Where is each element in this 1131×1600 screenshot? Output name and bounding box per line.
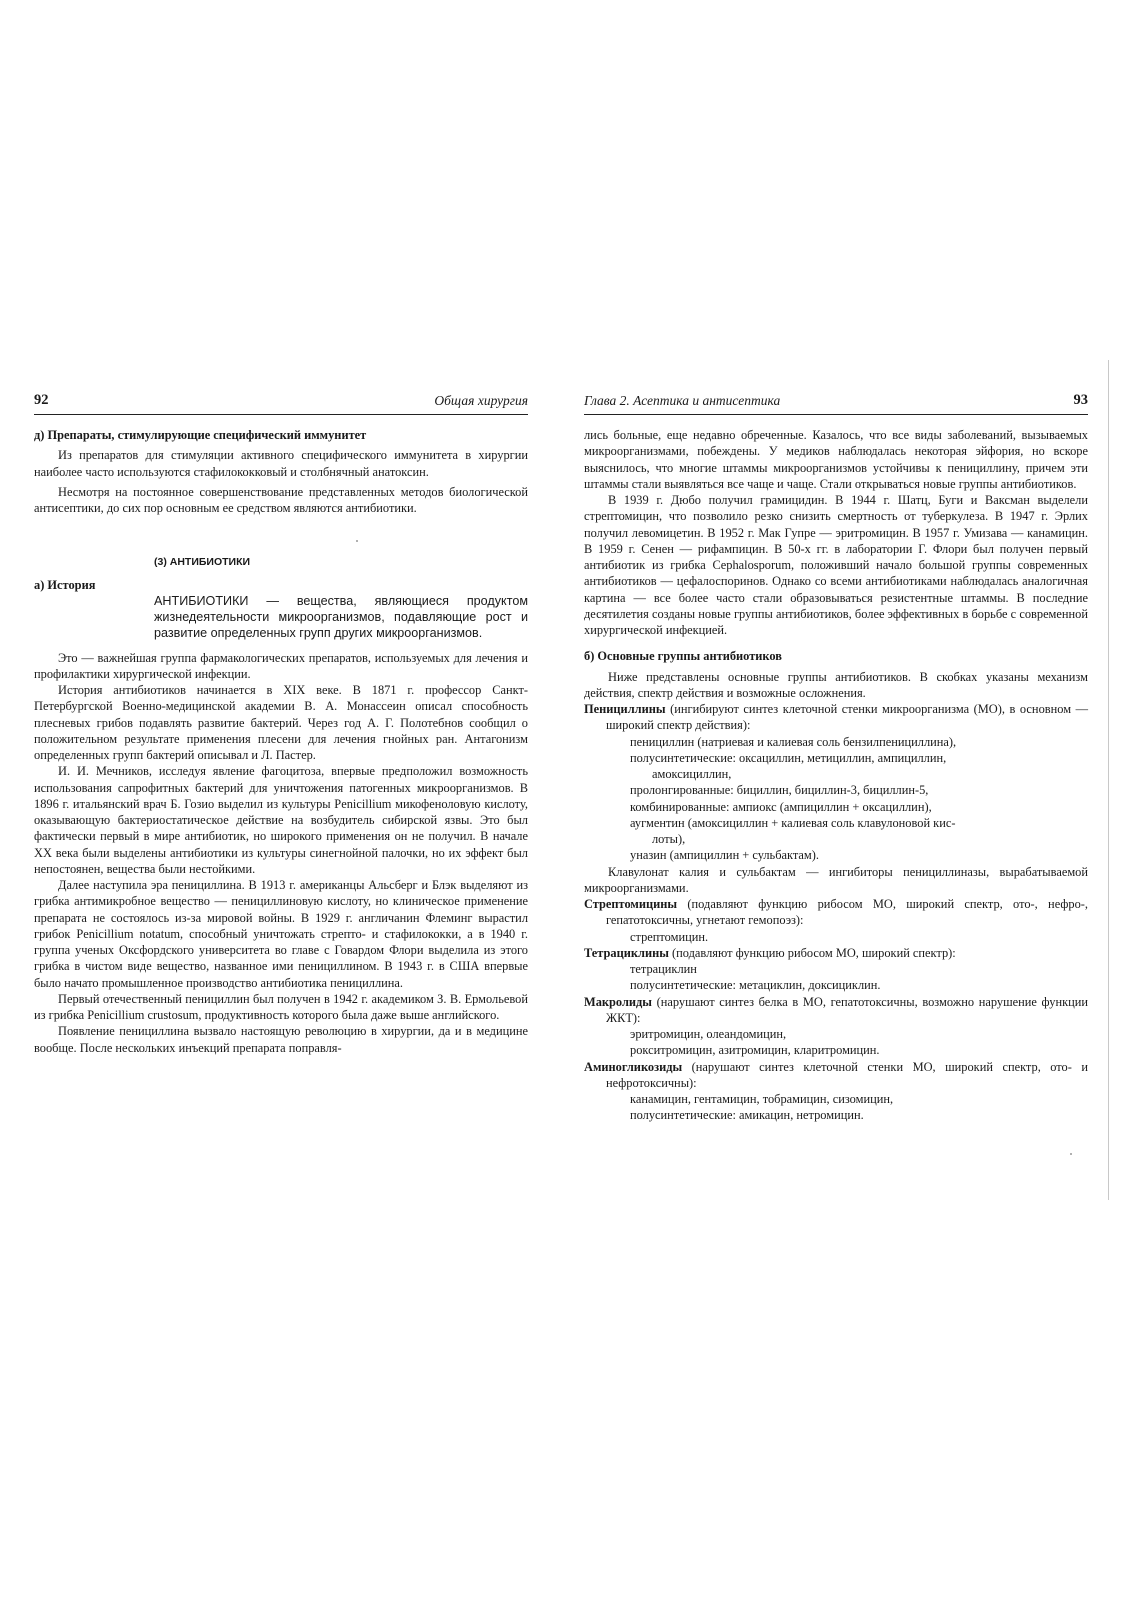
paragraph: Первый отечественный пенициллин был получен в 1942 г. академиком З. В. Ермольевой из грибка Penicillium crustosum, продуктивность которого была даже выше английского.	[34, 991, 528, 1022]
paragraph: В 1939 г. Дюбо получил грамицидин. В 1944 г. Шатц, Буги и Ваксман выделели стрептомицин, что позволило резко снизить смертность от туберкулеза. В 1947 г. Эрлих получил левомицетин. В 1952 г. Мак Гупре — эритромицин. В 1957 г. Умизава — канамицин. В 1959 г. Сенен — рифампицин. В 50-х гг. в лаборатории Г. Флори был получен первый антибиотик из грибка Cephalosporum, положивший начало большой группы современных антибиотиков — цефалоспоринов. Однако со всеми антибиотиками наблюдалась аналогичная картина — все более часто стали образовываться резистентные штаммы. В последние десятилетия созданы новые группы антибиотиков, более эффективных в борьбе с современной хирургической инфекцией.	[584, 493, 1088, 637]
section-heading: (3) АНТИБИОТИКИ	[154, 556, 251, 569]
section-heading: а) История	[34, 577, 96, 592]
running-title: Глава 2. Асептика и антисептика	[584, 393, 781, 408]
definition-text: АНТИБИОТИКИ — вещества, являющиеся продуктом жизнедеятельности микроорганизмов, подавляющие рост и развитие определенных групп других микроорганизмов.	[154, 593, 528, 641]
paragraph: Появление пенициллина вызвало настоящую революцию в хирургии, да и в медицине вообще. После нескольких инъекций препарата поправля-	[34, 1024, 528, 1055]
page-text	[34, 427, 528, 1056]
antibiotic-group	[584, 1059, 1088, 1092]
list-item: лоты),	[652, 832, 686, 846]
list-item: рокситромицин, азитромицин, кларитромицин.	[630, 1043, 880, 1058]
group-description: (нарушают синтез клеточной стенки МО, широкий спектр, ото- и нефротоксичны):	[606, 1059, 1088, 1090]
paragraph: И. И. Мечников, исследуя явление фагоцитоза, впервые предположил возможность использования сапрофитных бактерий для уничтожения патогенных микроорганизмов. В 1896 г. итальянский врач Б. Гозио выделил из культуры Penicillium микофеноловую кислоту, оказывающую бактериостатическое действие на возбудитель сибирской язвы. Это был фактически первый в мире антибиотик, но широкого применения он не получил. В начале XX века были выделены антибиотики из культуры синегнойной палочки, но их эффект был непостоянен, вещества были нестойкими.	[34, 764, 528, 876]
page-number: 93	[1073, 392, 1088, 408]
running-title: Общая хирургия	[434, 393, 528, 408]
paragraph: Далее наступила эра пенициллина. В 1913 г. американцы Альсберг и Блэк выделяют из грибка антимикробное вещество — пенициллиновую кислоту, но клиническое применение препарата не состоялось из-за мировой войны. В 1929 г. англичанин Флеминг вырастил грибок Penicillium notatum, способный уничтожать стрепто- и стафилококки, а в 1940 г. группа ученых Оксфордского университета во главе с Говардом Флори выделила из этого грибка в чистом виде вещество, названное ими пенициллином. В 1943 г. в США впервые было начато промышленное производство антибиотика пенициллина.	[34, 878, 528, 990]
group-description: (подавляют функцию рибосом МО, широкий спектр, ото-, нефро-, гепатотоксичны, угнетают гемопоэз):	[606, 897, 1088, 928]
group-name: Аминогликозиды	[584, 1059, 683, 1074]
antibiotic-group	[584, 896, 1088, 929]
group-description: (ингибируют синтез клеточной стенки микроорганизма (МО), в основном — широкий спектр действия):	[606, 702, 1088, 733]
list-item: тетрациклин	[630, 962, 697, 976]
list-item: пролонгированные: бициллин, бициллин-3, бициллин-5,	[630, 783, 929, 798]
list-item: эритромицин, олеандомицин,	[630, 1027, 787, 1041]
paragraph: лись больные, еще недавно обреченные. Казалось, что все виды заболеваний, вызываемых микроорганизмами, побеждены. У медиков наблюдалась некоторая эйфория, но вскоре выяснилось, что многие штаммы микроорганизмов устойчивы к пенициллину, причем эти штаммы стали выявляться все чаще и чаще. Стали открываться новые группы антибиотиков.	[584, 428, 1088, 491]
antibiotic-group	[584, 945, 1088, 961]
paragraph: Клавулонат калия и сульбактам — ингибиторы пенициллиназы, вырабатываемой микроорганизмами.	[584, 864, 1088, 895]
paragraph: Несмотря на постоянное совершенствование представленных методов биологической антисептики, до сих пор основным ее средством являются антибиотики.	[34, 484, 528, 515]
list-item: канамицин, гентамицин, тобрамицин, сизомицин,	[630, 1092, 894, 1106]
running-header	[584, 392, 1088, 415]
list-item: полусинтетические: метациклин, доксициклин.	[630, 978, 881, 993]
paragraph: Из препаратов для стимуляции активного специфического иммунитета в хирургии наиболее часто используются стафилококковый и столбнячный анатоксин.	[34, 448, 528, 479]
list-item: полусинтетические: амикацин, нетромицин.	[630, 1108, 864, 1123]
list-item: полусинтетические: оксациллин, метициллин, ампициллин,	[630, 750, 947, 765]
paragraph: Ниже представлены основные группы антибиотиков. В скобках указаны механизм действия, спектр действия и возможные осложнения.	[584, 669, 1088, 700]
section-heading: д) Препараты, стимулирующие специфический иммунитет	[34, 428, 367, 442]
list-item: амоксициллин,	[652, 767, 732, 781]
paragraph: Это — важнейшая группа фармакологических препаратов, используемых для лечения и профилактики хирургической инфекции.	[34, 650, 528, 681]
list-item: аугментин (амоксициллин + калиевая соль клавулоновой кис-	[630, 815, 956, 830]
running-header	[34, 392, 528, 415]
page-number: 92	[34, 392, 49, 408]
list-item: уназин (ампициллин + сульбактам).	[630, 848, 819, 863]
list-item: пенициллин (натриевая и калиевая соль бензилпенициллина),	[630, 734, 957, 749]
page-text	[584, 427, 1088, 1124]
list-item: стрептомицин.	[630, 929, 709, 944]
section-heading: б) Основные группы антибиотиков	[584, 649, 782, 664]
page-edge-line	[1108, 360, 1109, 1200]
paragraph: История антибиотиков начинается в XIX веке. В 1871 г. профессор Санкт-Петербургской Военно-медицинской академии В. А. Монассеин описал способность плесневых грибов подавлять развитие бактерий. Через год А. Г. Полотебнов сообщил о положительном результате применения плесени для лечения гнойных ран. Антагонизм определенных групп бактерий описывал и Л. Пастер.	[34, 683, 528, 762]
group-name: Макролиды	[584, 994, 652, 1009]
group-name: Пенициллины	[584, 702, 666, 716]
group-description: (подавляют функцию рибосом МО, широкий спектр):	[668, 945, 956, 960]
scan-speck	[1070, 1153, 1072, 1155]
list-item: комбинированные: ампиокс (ампициллин + оксациллин),	[630, 799, 932, 814]
antibiotic-group	[584, 701, 1088, 734]
group-description: (нарушают синтез белка в МО, гепатотоксичны, возможно нарушение функции ЖКТ):	[606, 994, 1088, 1025]
antibiotic-group	[584, 994, 1088, 1027]
group-name: Тетрациклины	[584, 945, 669, 960]
group-name: Стрептомицины	[584, 897, 678, 911]
